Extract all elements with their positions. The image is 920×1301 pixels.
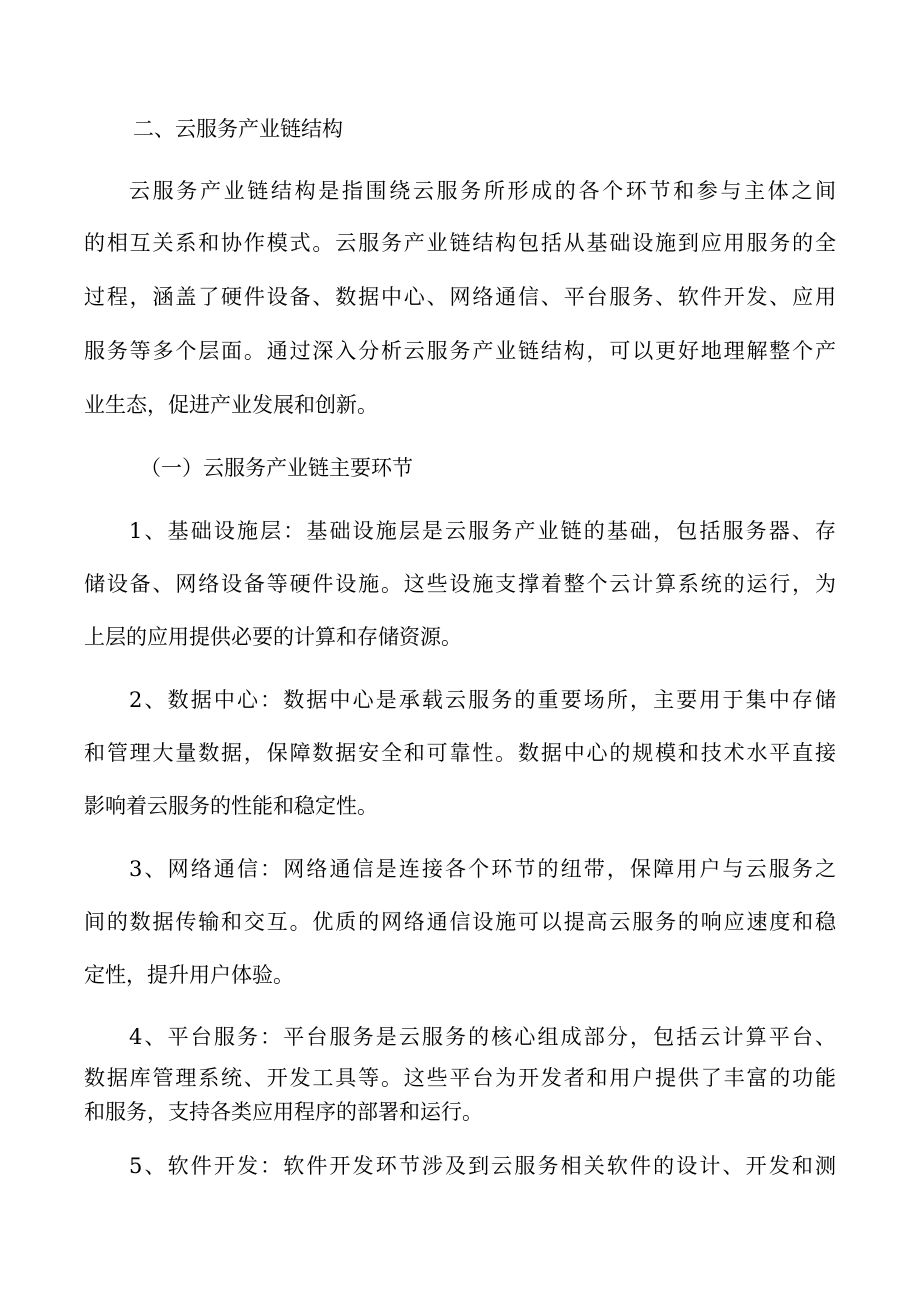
paragraph-line: 的相互关系和协作模式。云服务产业链结构包括从基础设施到应用服务的全 (84, 231, 836, 255)
paragraph-line: 储设备、网络设备等硬件设施。这些设施支撑着整个云计算系统的运行，为 (84, 572, 836, 596)
paragraph-line: 3、网络通信：网络通信是连接各个环节的纽带，保障用户与云服务之 (129, 857, 836, 881)
paragraph-line: 云服务产业链结构是指围绕云服务所形成的各个环节和参与主体之间 (129, 179, 836, 203)
paragraph-line: 2、数据中心：数据中心是承载云服务的重要场所，主要用于集中存储 (129, 688, 836, 712)
section-heading: 二、云服务产业链结构 (133, 117, 343, 141)
paragraph-line: 业生态，促进产业发展和创新。 (84, 393, 378, 417)
paragraph-line: 和服务，支持各类应用程序的部署和运行。 (84, 1100, 483, 1124)
paragraph-line: 数据库管理系统、开发工具等。这些平台为开发者和用户提供了丰富的功能 (84, 1066, 836, 1090)
paragraph-line: 过程，涵盖了硬件设备、数据中心、网络通信、平台服务、软件开发、应用 (84, 285, 836, 309)
paragraph-line: 服务等多个层面。通过深入分析云服务产业链结构，可以更好地理解整个产 (84, 339, 836, 363)
paragraph-line: 4、平台服务：平台服务是云服务的核心组成部分，包括云计算平台、 (129, 1025, 836, 1049)
paragraph-line: 1、基础设施层：基础设施层是云服务产业链的基础，包括服务器、存 (129, 519, 836, 543)
subsection-heading: （一）云服务产业链主要环节 (140, 456, 413, 480)
paragraph-line: 5、软件开发：软件开发环节涉及到云服务相关软件的设计、开发和测 (129, 1154, 836, 1178)
paragraph-line: 定性，提升用户体验。 (84, 963, 294, 987)
paragraph-line: 上层的应用提供必要的计算和存储资源。 (84, 625, 462, 649)
paragraph-line: 影响着云服务的性能和稳定性。 (84, 794, 378, 818)
paragraph-line: 间的数据传输和交互。优质的网络通信设施可以提高云服务的响应速度和稳 (84, 910, 836, 934)
paragraph-line: 和管理大量数据，保障数据安全和可靠性。数据中心的规模和技术水平直接 (84, 741, 836, 765)
